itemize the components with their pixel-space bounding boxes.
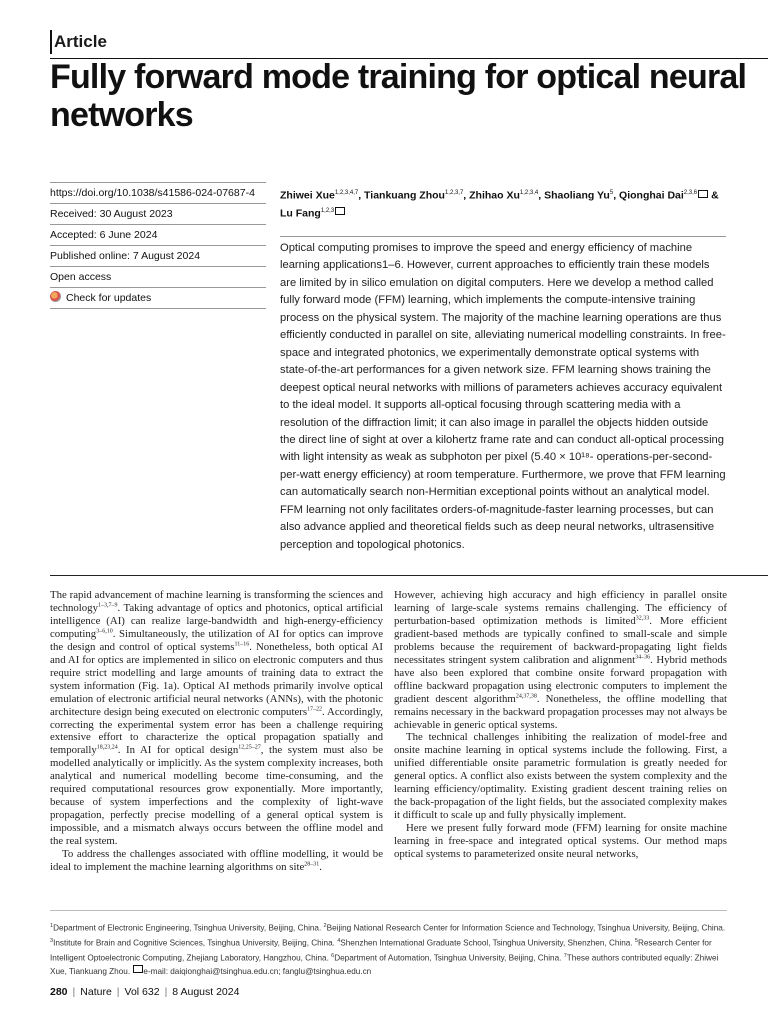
open-access-label: Open access (50, 267, 266, 288)
article-type-bar (50, 30, 52, 54)
author-name[interactable]: Zhiwei Xue (280, 189, 335, 202)
received-date: Received: 30 August 2023 (50, 204, 266, 225)
citation[interactable]: 11–16 (234, 641, 250, 648)
author-name[interactable]: Qionghai Dai (619, 189, 684, 202)
abstract-text: Optical computing promises to improve the speed and energy efficiency of machine learning applications1–6. However, current approaches to efficiently train these models are limited by in silico emulation on digital computers. Here we develop a method called fully forward mode (FFM) learning, which implements the compute-intensive training process on the physical system. The majority of the machine learning operations are thus efficiently conducted in parallel on site, alleviating numerical modelling constraints. In free-space and integrated photonics, we experimentally demonstrate optical systems with state-of-the-art performances for a given network size. FFM learning shows training the deepest optical neural networks with millions of parameters achieves accuracy equivalent to the ideal model. It supports all-optical focusing through scattering media with a resolution of the diffraction limit; it can also image in parallel the objects hidden outside the direct line of sight at over a kilohertz frame rate and can conduct all-optical processing with light intensity as weak as subphoton per pixel (5.40 × 10¹⁸- operations-per-second-per-watt energy efficiency) at room temperature. Furthermore, we prove that FFM learning can automatically search non-Hermitian exceptional points without an analytical model. FFM learning not only facilitates orders-of-magnitude-faster learning processes, but can also advance applied and theoretical fields such as deep neural networks, ultrasensitive perception and topological photonics. (280, 242, 726, 551)
doi-link[interactable]: https://doi.org/10.1038/s41586-024-07687-4 (50, 182, 266, 204)
article-type-label: Article (54, 32, 107, 51)
author-name[interactable]: Lu Fang (280, 207, 321, 219)
footnote-rule (50, 910, 727, 911)
citation[interactable]: 28–31 (304, 861, 320, 868)
section-separator (50, 575, 768, 576)
author-affil: 2,3,6 (683, 190, 698, 196)
page-number: 280 (50, 986, 68, 998)
body-column-left (50, 589, 383, 874)
author-affil: 5 (609, 190, 614, 196)
author-list: Zhiwei Xue$^{1,2,3,4,7}$, Tiankuang Zhou$^{1,2,3,7}$, Zhihao Xu$^{1,2,3,4}$, Shaoliang Yu$^5$, Qionghai Dai$^{2,3,6}$ & Lu Fang$^{1,2,3}$ (280, 189, 719, 219)
article-metadata (50, 182, 266, 309)
email-addresses[interactable]: e-mail: daiqionghai@tsinghua.edu.cn; fanglu@tsinghua.edu.cn (143, 967, 372, 977)
journal-name: Nature (80, 986, 112, 998)
body-paragraph: The rapid advancement of machine learning is transforming the sciences and technology$^{1-3,7-9}$. Taking advantage of optics and photonics, optical artificial intelligence (AI) can realize large-bandwidth and high-energy-efficiency computing$^{3-6,10}$. Simultaneously, the utilization of AI for optics can improve the design and control of optical systems$^{11-16}$. Nonetheless, both optical AI and AI for optics are implemented in silico on electronic computers and thus require strict modelling and large amounts of training data to extract the system information (Fig. 1a). Optical AI methods primarily involve optical emulation of electronic artificial neural networks (ANNs), with the photonic architecture design being executed on electronic computers$^{17-22}$. Accordingly, correcting the experimental system error has been a challenge requiring extensive effort to characterize the optical propagation spatially and temporally$^{18,23,24}$. In AI for optical design$^{12,25-27}$, the system must also be modelled analytically or implicitly. As the system complexity increases, both analytical and numerical modelling become time-consuming, and the required computational resources grow exponentially. More importantly, because of system imperfections and the complexity of light-wave propagation, perfectly precise modelling of a general optical system is impossible, and a mismatch always occurs between the offline model and the real system. (50, 589, 383, 848)
citation[interactable]: 17–22 (307, 705, 323, 712)
accepted-date: Accepted: 6 June 2024 (50, 225, 266, 246)
body-column-right (394, 589, 727, 861)
author-affil: 1,2,3,4 (519, 190, 539, 196)
email-icon (133, 965, 143, 973)
body-paragraph: The technical challenges inhibiting the realization of model-free and onsite machine learning in optical systems include the following. First, a unified differentiable onsite parametric formulation is greatly needed for general optics. A conflict also exists between the system complexity and the learning efficiency/optimality. Existing gradient descent training relies on the back-propagation of the light fields, but the associated complexity makes it difficult to scale up and fully physically implement. (394, 731, 727, 822)
check-updates-label: Check for updates (66, 292, 152, 304)
issue-date: 8 August 2024 (172, 986, 240, 998)
author-affil: 1,2,3,7 (444, 190, 464, 196)
page-footer: 280 | Nature | Vol 632 | 8 August 2024 (50, 986, 240, 998)
author-name[interactable]: Tiankuang Zhou (364, 189, 445, 202)
citation[interactable]: 24,37,38 (515, 693, 537, 700)
affiliations-footnote: $^1$Department of Electronic Engineering, Tsinghua University, Beijing, China. $^2$Beijing National Research Center for Information Science and Technology, Tsinghua University, Beijing, China. $^3$Institute for Brain and Cognitive Sciences, Tsinghua University, Beijing, China. $^4$Shenzhen International Graduate School, Tsinghua University, Shenzhen, China. $^5$Research Center for Intelligent Optoelectronic Computing, Zhejiang Laboratory, Hangzhou, China. $^6$Department of Automation, Tsinghua University, Beijing, China. $^7$These authors contributed equally: Zhiwei Xue, Tiankuang Zhou. e-mail: daiqionghai@tsinghua.edu.cn; fanglu@tsinghua.edu.cn (50, 923, 726, 977)
citation[interactable]: 1–3,7–9 (97, 602, 118, 609)
body-paragraph: Here we present fully forward mode (FFM) learning for onsite machine learning in free-space and integrated optical systems. Our method maps optical systems to parameterized onsite neural networks, (394, 822, 727, 861)
citation[interactable]: 12,25–27 (238, 744, 261, 751)
page-title: Fully forward mode training for optical neural networks (50, 58, 747, 134)
citation[interactable]: 3–6,10 (96, 628, 113, 635)
abstract-rule (280, 236, 726, 237)
check-updates-link[interactable] (50, 288, 266, 309)
abstract (280, 240, 726, 554)
email-icon (335, 207, 345, 215)
published-date: Published online: 7 August 2024 (50, 246, 266, 267)
citation[interactable]: 32,33 (635, 615, 650, 622)
citation[interactable]: 34–36 (635, 654, 651, 661)
author-affil: 1,2,3 (320, 207, 335, 214)
author-name[interactable]: Shaoliang Yu (544, 189, 610, 202)
body-paragraph: However, achieving high accuracy and high efficiency in parallel onsite learning of large-scale systems remains challenging. The efficiency of perturbation-based optimization methods is limited$^{32,33}$. More efficient gradient-based methods are typically confined to small-scale and simple problems because the requirement of backward-propagating light fields necessitates stringent system calibration and alignment$^{34-36}$. Hybrid methods have also been explored that combine onsite forward propagation with offline backward propagation using electronic computers to implement the gradient descent algorithm$^{24,37,38}$. Nonetheless, the offline modelling that remains necessary in the backward propagation processes may not always be achievable in generic optical systems. (394, 589, 727, 731)
citation[interactable]: 18,23,24 (96, 744, 118, 751)
author-affil: 1,2,3,4,7 (334, 190, 359, 196)
author-name[interactable]: Zhihao Xu (469, 189, 520, 202)
email-icon (698, 190, 708, 198)
body-paragraph: To address the challenges associated with offline modelling, it would be ideal to implement the machine learning algorithms on site$^{28-31}$. (50, 848, 383, 874)
check-updates-icon (50, 291, 61, 302)
volume: Vol 632 (124, 986, 160, 998)
